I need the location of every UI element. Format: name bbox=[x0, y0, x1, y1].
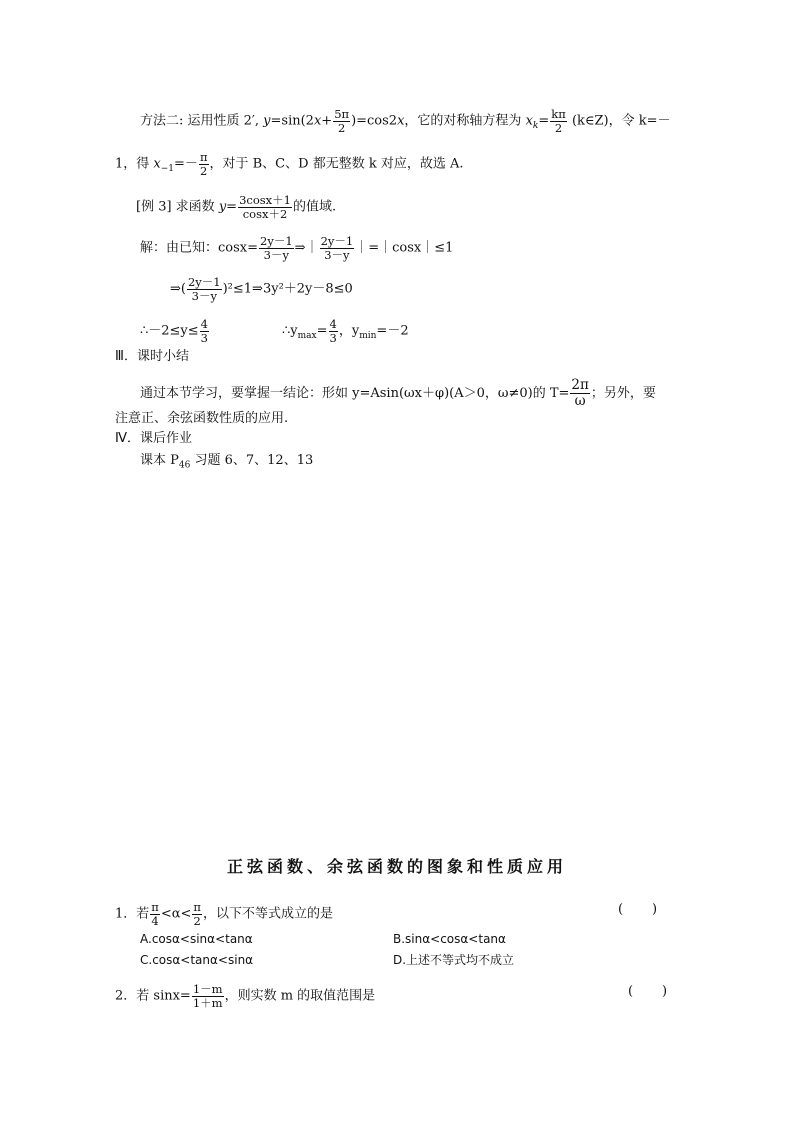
frac-num: π bbox=[199, 150, 208, 164]
frac-num: 4 bbox=[329, 317, 337, 331]
frac-num: kπ bbox=[551, 107, 566, 121]
solution-line3-a: ∴－2≤y≤ bbox=[140, 323, 199, 339]
fraction-kpi-2 bbox=[550, 108, 567, 134]
method2-text: 方法二: 运用性质 2′, bbox=[140, 113, 264, 129]
homework-text-b: 习题 6、7、12、13 bbox=[190, 453, 314, 468]
fraction-pi-4 bbox=[150, 901, 160, 927]
eq-sign: = bbox=[316, 323, 328, 339]
summary-line1 bbox=[140, 378, 656, 409]
example3-label: [例 3] 求函数 bbox=[136, 199, 219, 215]
example3-tail: 的值域. bbox=[292, 199, 337, 215]
solution-line2-a: ⇒( bbox=[170, 281, 186, 297]
frac-den: 3－y bbox=[263, 247, 289, 262]
solution-line2 bbox=[170, 276, 353, 302]
frac-num: 3cosx＋1 bbox=[239, 193, 291, 207]
frac-num: 2y－1 bbox=[187, 275, 221, 289]
frac-den: 2 bbox=[554, 120, 563, 135]
frac-num: 4 bbox=[200, 317, 208, 331]
min-subscript: min bbox=[359, 331, 377, 342]
eq-sign: = bbox=[226, 199, 238, 215]
option-d: D.上述不等式均不成立 bbox=[393, 953, 515, 967]
solution-line1-a: 解：由已知：cosx= bbox=[140, 240, 259, 256]
y-label: ∴y bbox=[282, 323, 298, 339]
method2-line2-a: 1，得 bbox=[115, 156, 154, 172]
solution-line3 bbox=[140, 318, 210, 344]
option-b: B.sinα<cosα<tanα bbox=[393, 932, 506, 946]
fraction-2y-1-over-3-y bbox=[259, 235, 294, 261]
fraction-example3 bbox=[238, 194, 292, 220]
solution-line1 bbox=[140, 235, 453, 261]
option-c: C.cosα<tanα<sinα bbox=[140, 953, 254, 967]
frac-num: π bbox=[151, 900, 159, 914]
fraction-4-3 bbox=[200, 318, 209, 344]
q2-text-b: ，则实数 m 的取值范围是 bbox=[224, 988, 376, 1004]
fraction-2y-1-over-3-y bbox=[187, 276, 222, 302]
frac-num: π bbox=[193, 900, 201, 914]
frac-den: 2 bbox=[193, 913, 201, 928]
section-homework-heading: Ⅳ．课后作业 bbox=[115, 431, 192, 446]
plus-sign: + bbox=[321, 113, 333, 129]
frac-den: 3 bbox=[329, 330, 337, 345]
frac-den: 3－y bbox=[324, 247, 350, 262]
x-var: x bbox=[153, 156, 161, 172]
q1-answer-blank: ( ) bbox=[618, 902, 658, 917]
y-label: ，y bbox=[338, 323, 360, 339]
eq-minus: =－ bbox=[174, 156, 198, 172]
method2-kz: (k∈Z)，令 k=－ bbox=[567, 113, 671, 129]
option-a: A.cosα<sinα<tanα bbox=[140, 932, 253, 946]
frac-num: 2y－1 bbox=[320, 234, 354, 248]
frac-den: 3 bbox=[200, 330, 208, 345]
summary-line2: 注意正、余弦函数性质的应用. bbox=[115, 411, 289, 426]
max-subscript: max bbox=[297, 331, 317, 342]
summary-text-b: ；另外，要 bbox=[590, 385, 656, 401]
method2-close: )=cos2 bbox=[351, 113, 398, 129]
q1-text-a: 1．若 bbox=[115, 906, 150, 922]
fraction-2pi-omega bbox=[570, 378, 589, 409]
y-var: y bbox=[218, 199, 227, 215]
worksheet-title: 正弦函数、余弦函数的图象和性质应用 bbox=[226, 857, 567, 876]
frac-num: 1－m bbox=[192, 982, 223, 996]
fraction-5pi-2 bbox=[333, 108, 350, 134]
summary-text-a: 通过本节学习，要掌握一结论：形如 y=Asin(ωx＋φ)(A＞0，ω≠0)的 T= bbox=[140, 385, 570, 401]
frac-num: 2π bbox=[571, 377, 589, 393]
solution-line1-b: ｜=｜cosx｜≤1 bbox=[355, 240, 454, 256]
frac-den: 4 bbox=[151, 913, 159, 928]
min-value: =－2 bbox=[376, 323, 409, 339]
method2-line2-b: ，对于 B、C、D 都无整数 k 对应，故选 A. bbox=[209, 156, 464, 172]
example3-line bbox=[136, 194, 336, 220]
fraction-pi-2 bbox=[192, 901, 202, 927]
homework-text-a: 课本 P bbox=[140, 453, 179, 468]
fraction-4-3 bbox=[329, 318, 338, 344]
question-1 bbox=[115, 901, 333, 927]
frac-den: 3－y bbox=[191, 288, 217, 303]
fraction-1-m bbox=[192, 983, 224, 1009]
solution-line2-b: )²≤1⇒3y²＋2y－8≤0 bbox=[222, 281, 353, 297]
method2-text2: ，它的对称轴方程为 bbox=[404, 113, 526, 129]
q2-text-a: 2．若 sinx= bbox=[115, 988, 191, 1004]
q1-inequality: <α< bbox=[160, 906, 192, 922]
method2-line2 bbox=[115, 151, 463, 177]
frac-den: 2 bbox=[337, 120, 346, 135]
method2-eq: =sin(2 bbox=[270, 113, 314, 129]
method2-line1: 方法二: 运用性质 2′, y=sin(2x+ $\frac{5\pi}{2}$ )=cos2x，它的对称轴方程为 $x_k=$ $\frac{k\pi}{2}$ (k∈Z)，令 k=－ bbox=[140, 107, 671, 135]
q2-answer-blank: ( ) bbox=[628, 984, 668, 999]
frac-den: cosx＋2 bbox=[242, 206, 288, 221]
frac-den: 2 bbox=[200, 163, 208, 178]
section-summary-heading: Ⅲ．课时小结 bbox=[115, 349, 189, 364]
frac-num: 5π bbox=[334, 107, 350, 121]
x-subscript: −1 bbox=[160, 164, 175, 175]
frac-num: 2y－1 bbox=[260, 234, 293, 248]
fraction-2y-1-over-3-y bbox=[320, 235, 355, 261]
q1-text-b: ，以下不等式成立的是 bbox=[202, 906, 333, 922]
question-2 bbox=[115, 983, 375, 1009]
implies-abs: ⇒｜ bbox=[294, 240, 319, 256]
fraction-pi-2 bbox=[199, 151, 209, 177]
frac-den: ω bbox=[574, 392, 586, 409]
page-subscript: 46 bbox=[178, 460, 191, 471]
solution-line3-right bbox=[282, 318, 409, 344]
homework-line bbox=[140, 453, 314, 471]
frac-den: 1＋m bbox=[192, 995, 223, 1010]
